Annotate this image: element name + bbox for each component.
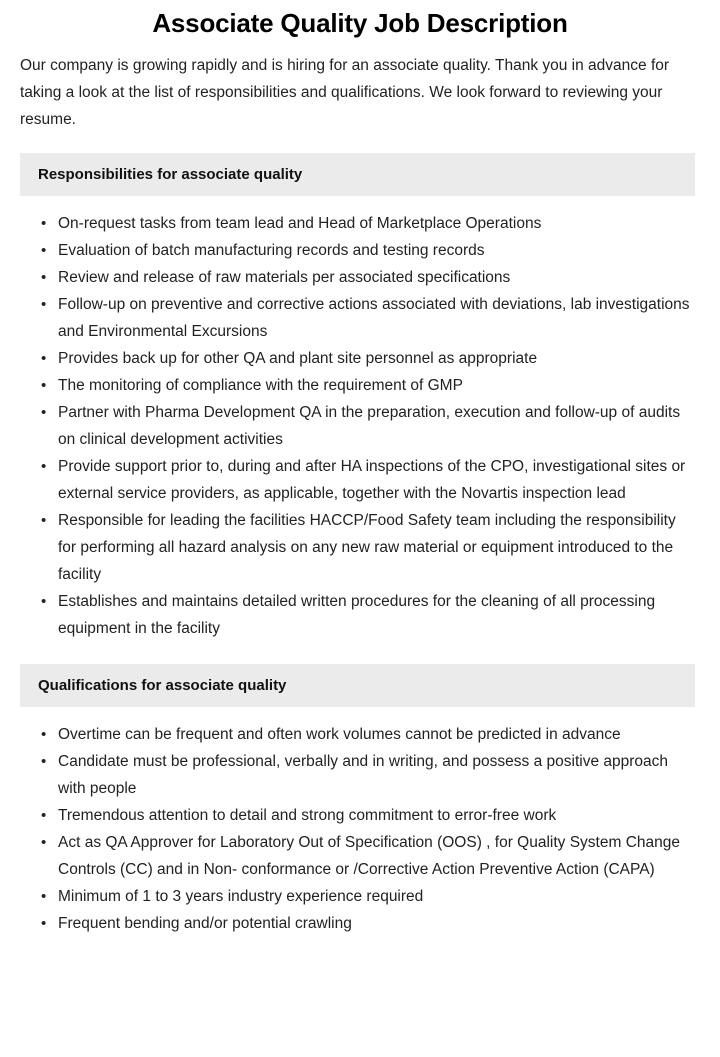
- list-item: [0, 802, 720, 829]
- intro-paragraph: Our company is growing rapidly and is hiring for an associate quality. Thank you in advance for taking a look at the list of responsibilities and qualifications. We look forward to reviewing your resume.: [20, 57, 670, 128]
- responsibilities-section: [0, 153, 720, 642]
- bullet-icon: •: [41, 726, 47, 743]
- list-item-text: Minimum of 1 to 3 years industry experience required: [58, 888, 424, 905]
- list-item-text: Follow-up on preventive and corrective actions associated with deviations, lab investigations and Environmental Excursions: [58, 296, 690, 340]
- list-item-text: Tremendous attention to detail and strong commitment to error-free work: [58, 807, 557, 824]
- bullet-icon: •: [41, 215, 47, 232]
- list-item: [0, 291, 720, 345]
- list-item: [0, 399, 720, 453]
- bullet-icon: •: [41, 593, 47, 610]
- bullet-icon: •: [41, 377, 47, 394]
- list-item: [0, 345, 720, 372]
- bullet-icon: •: [41, 242, 47, 259]
- list-item-text: Evaluation of batch manufacturing records and testing records: [58, 242, 485, 259]
- list-item-text: On-request tasks from team lead and Head of Marketplace Operations: [58, 215, 542, 232]
- bullet-icon: •: [41, 458, 47, 475]
- list-item: [0, 721, 720, 748]
- responsibilities-section-heading: Responsibilities for associate quality: [20, 153, 695, 196]
- bullet-icon: •: [41, 350, 47, 367]
- list-item: [0, 372, 720, 399]
- bullet-icon: •: [41, 753, 47, 770]
- list-item: [0, 883, 720, 910]
- list-item-text: Responsible for leading the facilities HACCP/Food Safety team including the responsibility for performing all hazard analysis on any new raw material or equipment introduced to the facility: [58, 512, 676, 583]
- list-item: [0, 507, 720, 588]
- list-item: [0, 237, 720, 264]
- responsibilities-list: [0, 196, 720, 642]
- list-item: [0, 748, 720, 802]
- list-item: [0, 588, 720, 642]
- list-item-text: Candidate must be professional, verbally and in writing, and possess a positive approach with people: [58, 753, 669, 797]
- qualifications-section-heading: Qualifications for associate quality: [20, 664, 695, 707]
- list-item-text: Review and release of raw materials per associated specifications: [58, 269, 511, 286]
- qualifications-section: [0, 664, 720, 937]
- list-item: [0, 210, 720, 237]
- bullet-icon: •: [41, 915, 47, 932]
- bullet-icon: •: [41, 269, 47, 286]
- bullet-icon: •: [41, 512, 47, 529]
- list-item: [0, 453, 720, 507]
- qualifications-list: [0, 707, 720, 937]
- list-item-text: The monitoring of compliance with the requirement of GMP: [58, 377, 463, 394]
- list-item: [0, 264, 720, 291]
- list-item-text: Act as QA Approver for Laboratory Out of Specification (OOS) , for Quality System Change Controls (CC) and in Non- conformance or /Corrective Action Preventive Action (CAPA): [58, 834, 680, 878]
- bullet-icon: •: [41, 807, 47, 824]
- list-item-text: Establishes and maintains detailed written procedures for the cleaning of all processing equipment in the facility: [58, 593, 656, 637]
- bullet-icon: •: [41, 834, 47, 851]
- list-item-text: Partner with Pharma Development QA in the preparation, execution and follow-up of audits on clinical development activities: [58, 404, 681, 448]
- list-item: [0, 829, 720, 883]
- bullet-icon: •: [41, 404, 47, 421]
- list-item: [0, 910, 720, 937]
- list-item-text: Overtime can be frequent and often work volumes cannot be predicted in advance: [58, 726, 621, 743]
- bullet-icon: •: [41, 888, 47, 905]
- list-item-text: Provide support prior to, during and after HA inspections of the CPO, investigational sites or external service providers, as applicable, together with the Novartis inspection lead: [58, 458, 686, 502]
- list-item-text: Frequent bending and/or potential crawling: [58, 915, 352, 932]
- page-title: Associate Quality Job Description: [152, 8, 568, 38]
- bullet-icon: •: [41, 296, 47, 313]
- list-item-text: Provides back up for other QA and plant site personnel as appropriate: [58, 350, 538, 367]
